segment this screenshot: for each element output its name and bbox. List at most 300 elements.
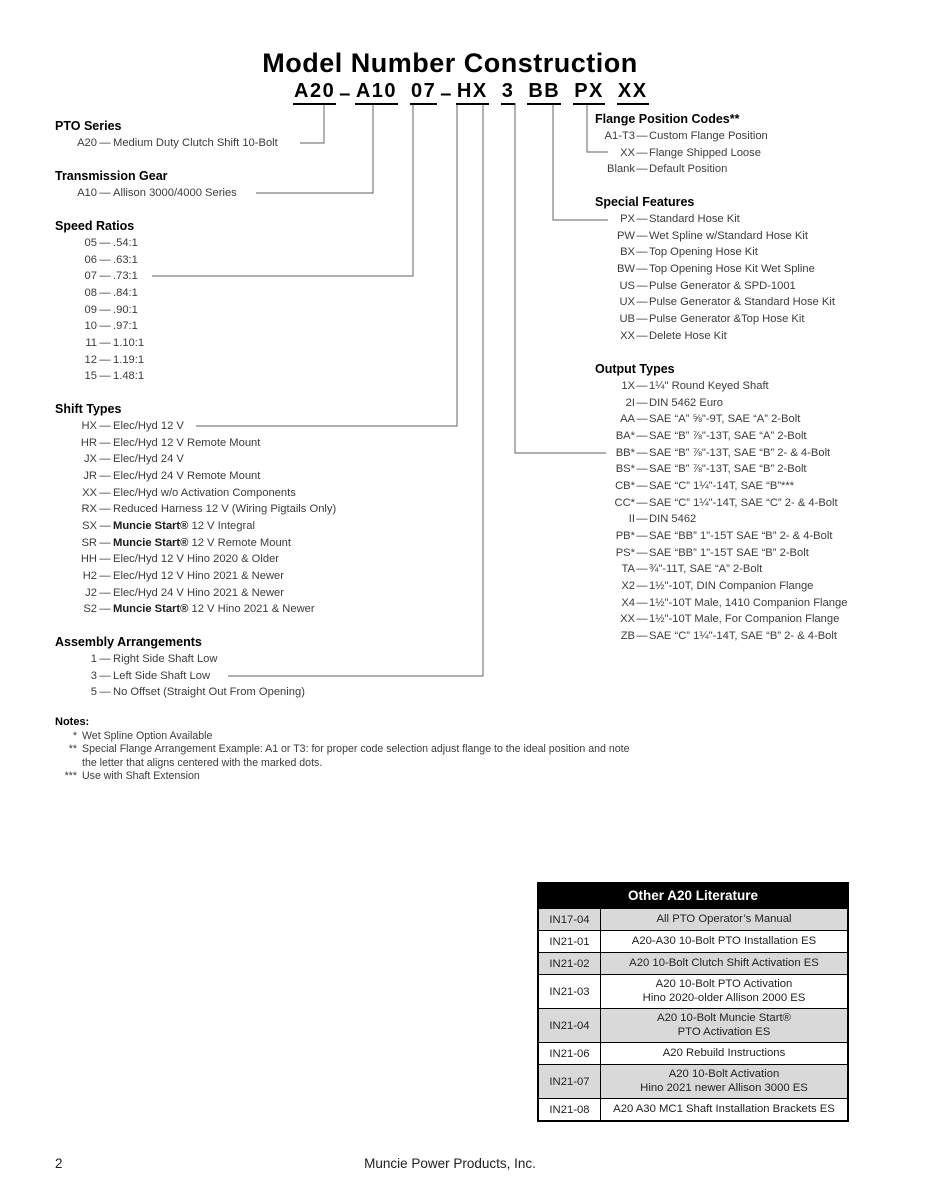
dash-separator: — (99, 486, 111, 499)
literature-table-title: Other A20 Literature (539, 884, 847, 908)
code-item (595, 378, 847, 395)
description-text: SAE “C” 1¼"-14T, SAE “B” 2- & 4-Bolt (649, 629, 838, 642)
description-text: 1.48:1 (113, 370, 145, 383)
model-segment: HX (456, 80, 489, 105)
code-description (113, 368, 144, 385)
notes-block (55, 715, 655, 784)
table-row (539, 1008, 847, 1042)
code-description (649, 294, 835, 311)
description-text: 12 V Remote Mount (191, 536, 291, 549)
code-description (649, 428, 847, 445)
code-item (55, 318, 144, 335)
dash-separator: — (636, 296, 648, 309)
code-item (55, 501, 336, 518)
code-description (113, 568, 336, 585)
description-text: 1½"-10T Male, For Companion Flange (649, 613, 840, 626)
code-description (649, 145, 768, 162)
code-description (113, 501, 336, 518)
section-shift-types (55, 401, 336, 618)
dash-separator: — (636, 262, 648, 275)
description-text: Flange Shipped Loose (649, 146, 761, 159)
dash-separator: — (636, 429, 648, 442)
description-text: SAE “C” 1¼"-14T, SAE “B”*** (649, 479, 795, 492)
note-mark: * (72, 730, 77, 742)
code-value: A10 (77, 187, 97, 199)
code-value: HH (80, 553, 97, 566)
dash-separator: — (636, 130, 648, 142)
code-item (595, 261, 835, 278)
code-value: HR (80, 436, 97, 449)
code-item (55, 302, 144, 319)
code-description (649, 495, 847, 512)
code-description (113, 651, 305, 668)
description-text: .63:1 (113, 253, 138, 266)
cell-line-1: A20 A30 MC1 Shaft Installation Brackets ES (613, 1102, 835, 1115)
code-item (55, 418, 336, 435)
code-value: BA* (615, 429, 635, 442)
description-text: Elec/Hyd 24 V Hino 2021 & Newer (113, 586, 285, 599)
code-value: SX (82, 519, 97, 532)
section-heading: Flange Position Codes** (595, 112, 740, 126)
code-item (55, 568, 336, 585)
dash-separator: — (99, 420, 111, 432)
dash-separator: — (99, 370, 111, 383)
code-item (595, 395, 847, 412)
section-assembly-arrangements (55, 634, 305, 701)
table-row (539, 1042, 847, 1064)
code-item (55, 684, 305, 701)
code-description (113, 235, 144, 252)
document-code-cell: IN21-06 (539, 1043, 601, 1064)
code-item (595, 428, 847, 445)
code-value: RX (81, 503, 97, 516)
cell-line-1: A20 10-Bolt Clutch Shift Activation ES (629, 956, 819, 969)
dash-separator: — (636, 479, 648, 492)
code-item (55, 485, 336, 502)
code-value: 07 (84, 270, 97, 283)
description-text: Elec/Hyd 24 V Remote Mount (113, 469, 261, 482)
dash-separator: — (99, 519, 111, 532)
code-item (595, 528, 847, 545)
section-heading: Speed Ratios (55, 219, 135, 233)
code-description (113, 551, 336, 568)
code-description (649, 611, 847, 628)
line-pto-series (300, 103, 324, 143)
model-segment: A20 (293, 80, 336, 105)
code-description (649, 578, 847, 595)
note-item (55, 743, 655, 770)
code-description (113, 485, 336, 502)
code-value: S2 (83, 603, 97, 616)
code-item (55, 585, 336, 602)
code-item (595, 161, 768, 178)
model-separator: – (339, 83, 352, 105)
code-item (55, 135, 278, 152)
code-item (55, 268, 144, 285)
dash-separator: — (99, 453, 111, 466)
code-description (649, 328, 835, 345)
dash-separator: — (636, 279, 648, 292)
literature-table (537, 882, 849, 1122)
code-item (595, 211, 835, 228)
code-description (649, 244, 835, 261)
code-description (113, 435, 336, 452)
dash-separator: — (636, 146, 648, 159)
code-description (649, 128, 768, 145)
code-value: XX (620, 613, 635, 626)
code-item (595, 411, 847, 428)
section-flange-position-codes (595, 111, 768, 178)
code-description (649, 228, 835, 245)
dash-separator: — (99, 586, 111, 599)
document-title-cell (601, 953, 847, 974)
dash-separator: — (636, 329, 648, 342)
dash-separator: — (99, 187, 111, 199)
code-description (113, 668, 305, 685)
code-description (113, 518, 336, 535)
code-description (649, 561, 847, 578)
code-description (113, 418, 336, 435)
section-speed-ratios (55, 218, 144, 385)
code-description (113, 352, 144, 369)
section-heading: Shift Types (55, 402, 122, 416)
notes-list (55, 730, 655, 784)
code-description (649, 211, 835, 228)
document-code-cell: IN21-07 (539, 1065, 601, 1098)
code-value: II (628, 513, 635, 526)
table-row (539, 952, 847, 974)
code-item (55, 352, 144, 369)
code-item (55, 185, 237, 202)
description-text: 12 V Integral (191, 519, 255, 532)
code-value: 15 (84, 370, 97, 383)
code-item (55, 252, 144, 269)
cell-line-1: A20 10-Bolt Muncie Start® (657, 1012, 791, 1024)
code-value: 05 (84, 237, 97, 249)
cell-line-1: A20 10-Bolt Activation (668, 1068, 780, 1080)
description-text: .73:1 (113, 270, 138, 283)
table-row (539, 974, 847, 1008)
code-value: 1 (90, 653, 97, 665)
description-text: .97:1 (113, 320, 138, 333)
description-text: Elec/Hyd w/o Activation Components (113, 486, 296, 499)
bold-prefix: Muncie Start® (113, 603, 192, 616)
description-text: 1.10:1 (113, 336, 145, 349)
description-text: SAE “BB” 1"-15T SAE “B” 2-Bolt (649, 546, 809, 559)
document-code-cell: IN21-03 (539, 975, 601, 1008)
dash-separator: — (99, 137, 111, 149)
dash-separator: — (636, 496, 648, 509)
dash-separator: — (636, 463, 648, 476)
code-item (595, 628, 847, 645)
code-value: SR (81, 536, 97, 549)
section-pto-series (55, 118, 278, 152)
code-list (55, 235, 144, 385)
dash-separator: — (636, 413, 648, 426)
code-list (55, 651, 305, 701)
dash-separator: — (636, 596, 648, 609)
section-heading: PTO Series (55, 119, 122, 133)
code-item (595, 511, 847, 528)
note-item (55, 730, 655, 743)
code-list (55, 418, 336, 618)
description-text: DIN 5462 Euro (649, 396, 724, 409)
code-item (595, 461, 847, 478)
dash-separator: — (636, 629, 648, 642)
dash-separator: — (636, 546, 648, 559)
document-title-cell (601, 1009, 847, 1042)
dash-separator: — (99, 336, 111, 349)
description-text: .84:1 (113, 286, 138, 299)
document-title-cell (601, 975, 847, 1008)
document-title-cell (601, 1065, 847, 1098)
section-transmission-gear (55, 168, 237, 202)
description-text: Elec/Hyd 12 V (113, 420, 184, 432)
cell-line-1: A20 Rebuild Instructions (662, 1046, 786, 1059)
code-value: A20 (77, 137, 97, 149)
code-value: 11 (85, 336, 97, 349)
code-value: 2I (625, 396, 635, 409)
cell-line-1: A20 10-Bolt PTO Activation (655, 978, 793, 990)
description-text: Allison 3000/4000 Series (113, 187, 237, 199)
code-description (649, 445, 847, 462)
code-item (595, 595, 847, 612)
code-value: CC* (614, 496, 635, 509)
table-row (539, 1064, 847, 1098)
cell-line-2: Hino 2020-older Allison 2000 ES (642, 991, 806, 1004)
description-text: Elec/Hyd 12 V Hino 2021 & Newer (113, 569, 285, 582)
description-text: Standard Hose Kit (649, 213, 740, 225)
dash-separator: — (636, 529, 648, 542)
model-number (293, 80, 652, 105)
description-text: Left Side Shaft Low (113, 669, 211, 682)
code-description (113, 684, 305, 701)
code-description (113, 451, 336, 468)
description-text: SAE “A” ⅝"-9T, SAE “A” 2-Bolt (649, 413, 801, 426)
code-description (113, 585, 336, 602)
dash-separator: — (636, 579, 648, 592)
code-value: 5 (90, 686, 97, 699)
code-item (55, 368, 144, 385)
dash-separator: — (636, 613, 648, 626)
code-description (113, 601, 336, 618)
description-text: .54:1 (113, 237, 138, 249)
description-text: SAE “BB” 1"-15T SAE “B” 2- & 4-Bolt (649, 529, 833, 542)
description-text: SAE “B” ⅞"-13T, SAE “B” 2-Bolt (649, 463, 807, 476)
code-value: AA (620, 413, 635, 426)
cell-line-1: A20-A30 10-Bolt PTO Installation ES (631, 934, 817, 947)
code-item (595, 445, 847, 462)
code-item (595, 578, 847, 595)
code-value: ZB (620, 629, 635, 642)
code-value: BS* (615, 463, 635, 476)
section-heading: Special Features (595, 195, 695, 209)
dash-separator: — (99, 669, 111, 682)
code-value: 12 (84, 353, 97, 366)
code-value: PX (620, 213, 635, 225)
footer-page-number: 2 (55, 1156, 63, 1171)
code-description (649, 311, 835, 328)
code-item (595, 294, 835, 311)
code-description (649, 628, 847, 645)
code-value: A1-T3 (604, 130, 635, 142)
description-text: ¾"-11T, SAE “A” 2-Bolt (649, 563, 763, 576)
bold-prefix: Muncie Start® (113, 519, 192, 532)
table-row (539, 930, 847, 952)
description-text: Default Position (649, 163, 728, 176)
note-item (55, 770, 655, 783)
description-text: Elec/Hyd 12 V Hino 2020 & Older (113, 553, 280, 566)
dash-separator: — (636, 213, 648, 225)
code-value: BB* (615, 446, 635, 459)
code-description (113, 335, 144, 352)
cell-line-1: All PTO Operator’s Manual (656, 912, 792, 925)
description-text: 12 V Hino 2021 & Newer (191, 603, 315, 616)
description-text: SAE “C” 1¼"-14T, SAE “C” 2- & 4-Bolt (649, 496, 838, 509)
code-value: XX (620, 146, 635, 159)
dash-separator: — (636, 312, 648, 325)
code-item (595, 328, 835, 345)
code-item (595, 311, 835, 328)
code-value: 10 (84, 320, 97, 333)
line-output-type (515, 103, 606, 453)
dash-separator: — (99, 253, 111, 266)
code-value: HX (81, 420, 97, 432)
dash-separator: — (636, 163, 648, 176)
code-description (649, 595, 847, 612)
code-description (113, 268, 144, 285)
code-description (649, 395, 847, 412)
description-text: Delete Hose Kit (649, 329, 727, 342)
code-description (649, 478, 847, 495)
code-description (649, 378, 847, 395)
code-item (55, 235, 144, 252)
code-value: X2 (621, 579, 635, 592)
code-value: JX (83, 453, 97, 466)
code-item (55, 451, 336, 468)
code-value: PW (616, 229, 635, 242)
model-segment: 07 (410, 80, 437, 105)
code-value: 06 (84, 253, 97, 266)
model-segment: A10 (355, 80, 398, 105)
description-text: Top Opening Hose Kit Wet Spline (649, 262, 815, 275)
dash-separator: — (99, 686, 111, 699)
description-text: Pulse Generator & SPD-1001 (649, 279, 796, 292)
code-value: US (619, 279, 635, 292)
section-heading: Assembly Arrangements (55, 635, 202, 649)
footer-company: Muncie Power Products, Inc. (364, 1156, 536, 1171)
description-text: SAE “B” ⅞"-13T, SAE “A” 2-Bolt (649, 429, 807, 442)
note-text: Wet Spline Option Available (82, 730, 213, 742)
code-list (595, 128, 768, 178)
code-item (55, 468, 336, 485)
code-item (55, 535, 336, 552)
dash-separator: — (99, 536, 111, 549)
dash-separator: — (636, 563, 648, 576)
dash-separator: — (636, 229, 648, 242)
document-code-cell: IN21-08 (539, 1099, 601, 1120)
code-description (649, 511, 847, 528)
literature-table-rows (539, 908, 847, 1120)
code-item (595, 561, 847, 578)
dash-separator: — (636, 513, 648, 526)
dash-separator: — (99, 303, 111, 316)
code-description (113, 535, 336, 552)
code-value: JR (83, 469, 97, 482)
code-item (595, 145, 768, 162)
code-description (113, 468, 336, 485)
code-item (55, 435, 336, 452)
description-text: .90:1 (113, 303, 138, 316)
dash-separator: — (99, 503, 111, 516)
code-description (113, 185, 237, 202)
table-row (539, 908, 847, 930)
model-separator: – (440, 83, 453, 105)
document-title-cell (601, 909, 847, 930)
code-value: J2 (85, 586, 97, 599)
dash-separator: — (99, 353, 111, 366)
section-output-types (595, 361, 847, 645)
note-mark: ** (68, 743, 77, 756)
description-text: Elec/Hyd 24 V (113, 453, 184, 466)
code-item (55, 601, 336, 618)
description-text: 1¼" Round Keyed Shaft (649, 380, 769, 392)
code-description (113, 318, 144, 335)
model-segment: BB (527, 80, 561, 105)
notes-heading: Notes: (55, 716, 90, 728)
dash-separator: — (99, 569, 111, 582)
description-text: Pulse Generator &Top Hose Kit (649, 312, 805, 325)
description-text: 1.19:1 (113, 353, 145, 366)
code-value: XX (82, 486, 97, 499)
model-segment: PX (573, 80, 605, 105)
code-item (595, 545, 847, 562)
note-text: Use with Shaft Extension (82, 770, 200, 783)
code-list (55, 135, 278, 152)
description-text: Medium Duty Clutch Shift 10-Bolt (113, 137, 278, 149)
table-row (539, 1098, 847, 1120)
code-description (649, 528, 847, 545)
code-description (649, 545, 847, 562)
cell-line-2: Hino 2021 newer Allison 3000 ES (640, 1081, 808, 1094)
dash-separator: — (99, 320, 111, 333)
code-value: BW (616, 262, 635, 275)
bold-prefix: Muncie Start® (113, 536, 192, 549)
document-code-cell: IN21-01 (539, 931, 601, 952)
dash-separator: — (99, 553, 111, 566)
code-description (649, 461, 847, 478)
code-description (649, 278, 835, 295)
description-text: Top Opening Hose Kit (649, 246, 758, 259)
document-code-cell: IN17-04 (539, 909, 601, 930)
code-description (649, 261, 835, 278)
code-description (113, 302, 144, 319)
code-value: CB* (615, 479, 635, 492)
dash-separator: — (99, 436, 111, 449)
description-text: Elec/Hyd 12 V Remote Mount (113, 436, 261, 449)
description-text: Right Side Shaft Low (113, 653, 218, 665)
section-special-features (595, 194, 835, 344)
dash-separator: — (99, 469, 111, 482)
description-text: DIN 5462 (649, 513, 697, 526)
code-list (595, 211, 835, 344)
code-value: BX (620, 246, 635, 259)
code-item (55, 551, 336, 568)
dash-separator: — (99, 603, 111, 616)
code-item (595, 278, 835, 295)
code-item (595, 244, 835, 261)
code-item (55, 335, 144, 352)
